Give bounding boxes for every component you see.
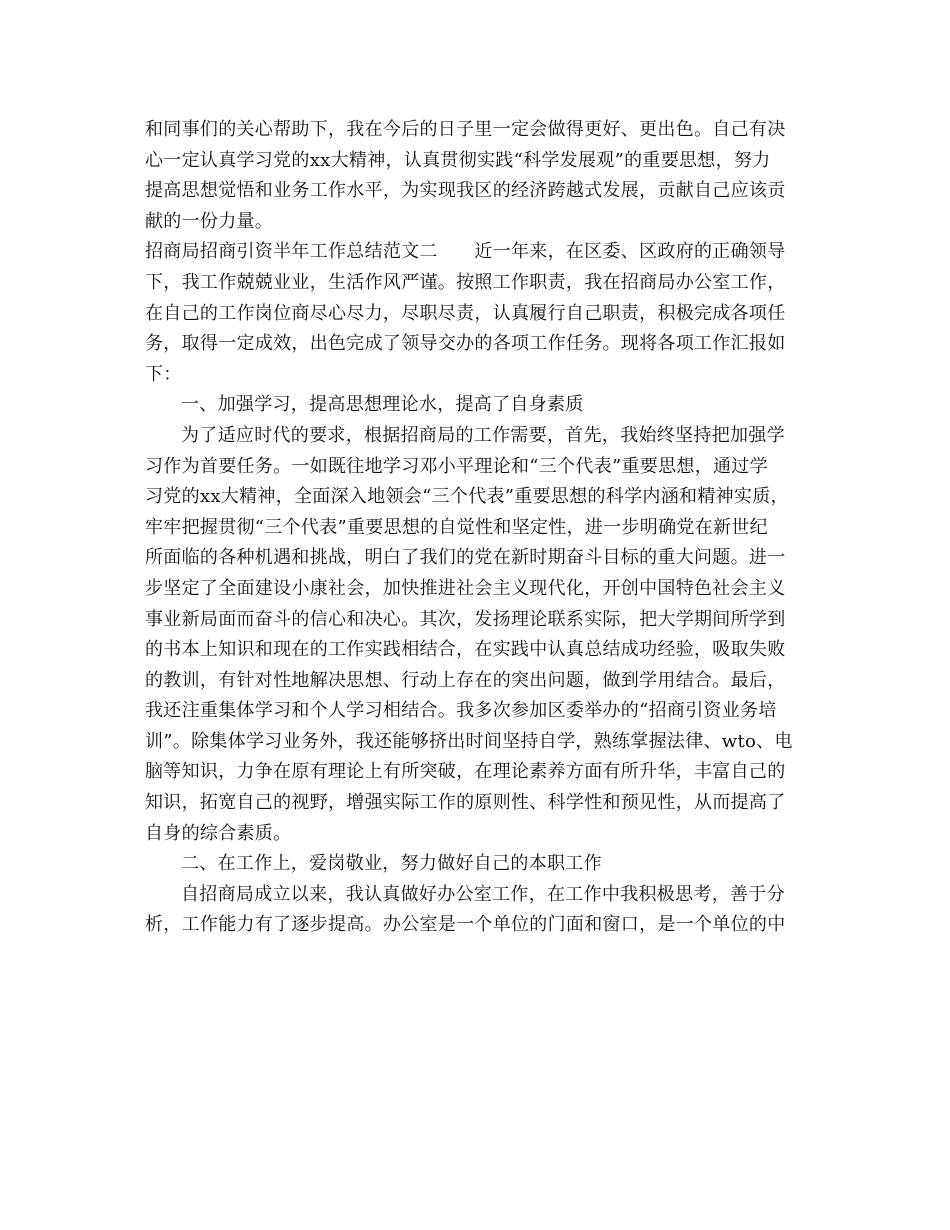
text-line: 训”。除集体学习业务外，我还能够挤出时间坚持自学，熟练掌握法律、wto、电 (145, 730, 793, 752)
text-line: 我还注重集体学习和个人学习相结合。我多次参加区委举办的“招商引资业务培 (145, 700, 777, 722)
text-line: 的教训，有针对性地解决思想、行动上存在的突出问题，做到学用结合。最后， (145, 669, 786, 691)
text-line: 心一定认真学习党的xx大精神，认真贯彻实践“科学发展观”的重要思想，努力 (145, 149, 771, 171)
text-line: 知识，拓宽自己的视野，增强实际工作的原则性、科学性和预见性，从而提高了 (145, 792, 786, 814)
text-line: 步坚定了全面建设小康社会，加快推进社会主义现代化，开创中国特色社会主义 (145, 577, 786, 599)
text-line: 牢牢把握贯彻“三个代表”重要思想的自觉性和坚定性，进一步明确党在新世纪 (145, 516, 768, 538)
heading-two: 二、在工作上，爱岗敬业，努力做好自己的本职工作 (181, 853, 602, 875)
text-line: 务，取得一定成效，出色完成了领导交办的各项工作任务。现将各项工作汇报如 (145, 333, 786, 355)
text-line: 下： (145, 363, 182, 385)
text-line: 习作为首要任务。一如既往地学习邓小平理论和“三个代表”重要思想，通过学 (145, 455, 768, 477)
text-line: 自招商局成立以来，我认真做好办公室工作，在工作中我积极思考，善于分 (181, 883, 785, 905)
text-line: 事业新局面而奋斗的信心和决心。其次，发扬理论联系实际，把大学期间所学到 (145, 608, 786, 630)
text-line: 在自己的工作岗位商尽心尽力，尽职尽责，认真履行自己职责，积极完成各项任 (145, 302, 786, 324)
text-line: 所面临的各种机遇和挑战，明白了我们的党在新时期奋斗目标的重大问题。进一 (145, 547, 786, 569)
section-title-line: 招商局招商引资半年工作总结范文二 近一年来，在区委、区政府的正确领导 (145, 241, 786, 263)
text-line: 脑等知识，力争在原有理论上有所突破，在理论素养方面有所升华，丰富自己的 (145, 761, 786, 783)
text-line: 和同事们的关心帮助下，我在今后的日子里一定会做得更好、更出色。自己有决 (145, 119, 786, 140)
document-body (145, 115, 825, 941)
text-line: 提高思想觉悟和业务工作水平，为实现我区的经济跨越式发展，贡献自己应该贡 (145, 180, 786, 202)
heading-one: 一、加强学习，提高思想理论水，提高了自身素质 (181, 394, 584, 416)
text-line: 习党的xx大精神，全面深入地领会“三个代表”重要思想的科学内涵和精神实质， (145, 486, 789, 508)
text-line: 下，我工作兢兢业业，生活作风严谨。按照工作职责，我在招商局办公室工作， (145, 271, 786, 293)
text-line: 献的一份力量。 (145, 210, 274, 232)
text-line: 为了适应时代的要求，根据招商局的工作需要，首先，我始终坚持把加强学 (181, 424, 785, 446)
text-line: 自身的综合素质。 (145, 822, 292, 844)
text-line: 析，工作能力有了逐步提高。办公室是一个单位的门面和窗口，是一个单位的中 (145, 914, 786, 936)
text-line: 的书本上知识和现在的工作实践相结合，在实践中认真总结成功经验，吸取失败 (145, 639, 786, 661)
